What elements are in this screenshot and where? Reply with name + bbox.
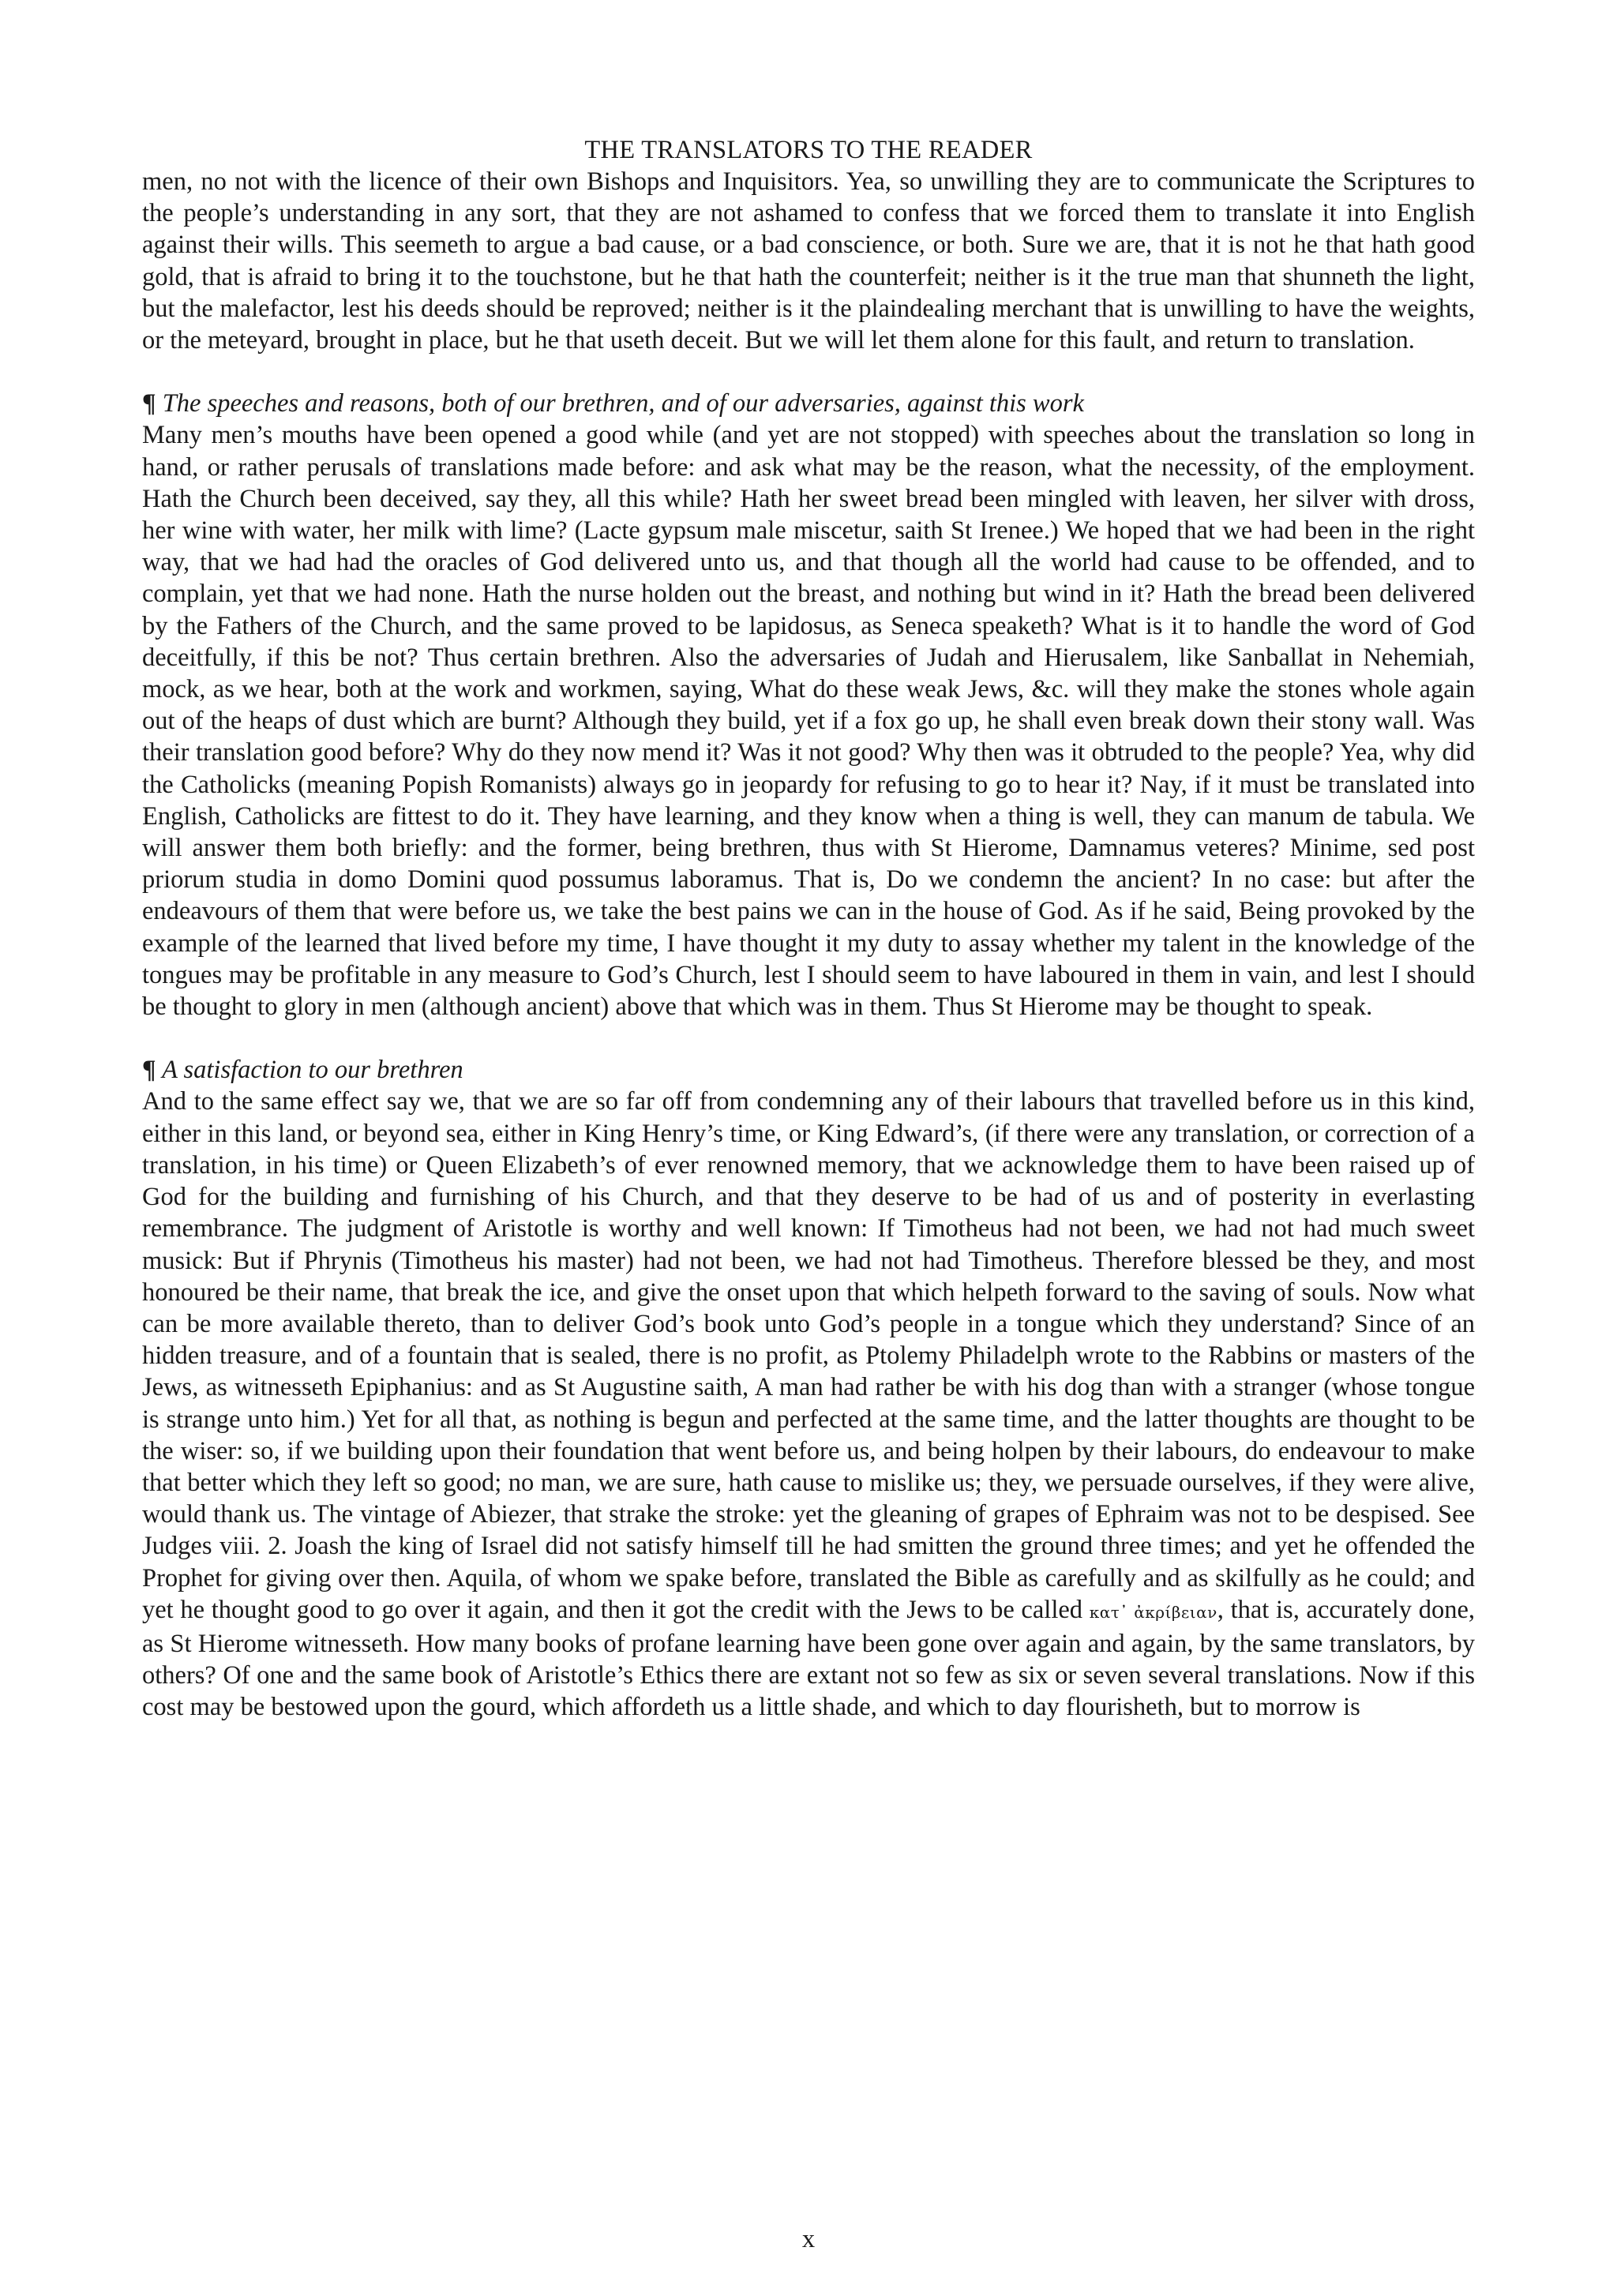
section-satisfaction-to-brethren: [142, 1054, 1475, 1723]
section-heading: [142, 388, 1475, 419]
pilcrow-mark: ¶: [142, 389, 156, 418]
section-paragraph: [142, 1086, 1475, 1723]
running-header: THE TRANSLATORS TO THE READER: [584, 136, 1033, 164]
section-speeches-and-reasons: [142, 388, 1475, 1022]
greek-phrase: κατ᾽ ἀκρίβειαν: [1089, 1602, 1217, 1622]
paragraph-text-after-greek: , that is, accurately done, as St Hierome witnesseth. How many books of profane learning have been gone over again and again, by the same translators, by others? Of one and the same book of Aristotle’s Ethics there are extant not so few as six or seven several translations. Now if this cost may be bestowed upon the gourd, which affordeth us a little shade, and which to day flourisheth, but to morrow is: [142, 1595, 1476, 1722]
section-heading: [142, 1054, 1475, 1086]
pilcrow-mark: ¶: [142, 1056, 156, 1085]
intro-paragraph: men, no not with the licence of their own Bishops and Inquisitors. Yea, so unwilling they are to communicate the Scriptures to the people’s understanding in any sort, that they are not ashamed to confess that we forced them to translate it into English against their wills. This seemeth to argue a bad cause, or a bad conscience, or both. Sure we are, that it is not he that hath good gold, that is afraid to bring it to the touchstone, but he that hath the counterfeit; neither is it the true man that shunneth the light, but the malefactor, lest his deeds should be reproved; neither is it the plaindealing merchant that is unwilling to have the weights, or the meteyard, brought in place, but he that useth deceit. But we will let them alone for this fault, and return to translation.: [142, 167, 1475, 355]
section-heading-text: The speeches and reasons, both of our brethren, and of our adversaries, against this work: [162, 389, 1084, 418]
page-number: x: [801, 2225, 816, 2253]
section-heading-text: A satisfaction to our brethren: [162, 1056, 463, 1085]
document-page: [142, 134, 1475, 1724]
paragraph-text-before-greek: And to the same effect say we, that we are so far off from condemning any of their labours that travelled before us in this kind, either in this land, or beyond sea, either in King Henry’s time, or King Edward’s, (if there were any translation, or correction of a translation, in his time) or Queen Elizabeth’s of ever renowned memory, that we acknowledge them to have been raised up of God for the building and furnishing of his Church, and that they deserve to be had of us and of posterity in everlasting remembrance. The judgment of Aristotle is worthy and well known: If Timotheus had not been, we had not had much sweet musick: But if Phrynis (Timotheus his master) had not been, we had not had Timotheus. Therefore blessed be they, and most honoured be their name, that break the ice, and give the onset upon that which helpeth forward to the saving of souls. Now what can be more available thereto, than to deliver God’s book unto God’s people in a tongue which they understand? Since of an hidden treasure, and of a fountain that is sealed, there is no profit, as Ptolemy Philadelph wrote to the Rabbins or masters of the Jews, as witnesseth Epiphanius: and as St Augustine saith, A man had rather be with his dog than with a stranger (whose tongue is strange unto him.) Yet for all that, as nothing is begun and perfected at the same time, and the latter thoughts are thought to be the wiser: so, if we building upon their foundation that went before us, and being holpen by their labours, do endeavour to make that better which they left so good; no man, we are sure, hath cause to mislike us; they, we persuade ourselves, if they were alive, would thank us. The vintage of Abiezer, that strake the stroke: yet the gleaning of grapes of Ephraim was not to be despised. See Judges viii. 2. Joash the king of Israel did not satisfy himself till he had smitten the ground three times; and yet he offended the Prophet for giving over then. Aquila, of whom we spake before, translated the Bible as carefully and as skilfully as he could; and yet he thought good to go over it again, and then it got the credit with the Jews to be called: [142, 1087, 1475, 1624]
section-paragraph: Many men’s mouths have been opened a good while (and yet are not stopped) with speeches about the translation so long in hand, or rather perusals of translations made before: and ask what may be the reason, what the necessity, of the employment. Hath the Church been deceived, say they, all this while? Hath her sweet bread been mingled with leaven, her silver with dross, her wine with water, her milk with lime? (Lacte gypsum male miscetur, saith St Irenee.) We hoped that we had been in the right way, that we had had the oracles of God delivered unto us, and that though all the world had cause to be offended, and to complain, yet that we had none. Hath the nurse holden out the breast, and nothing but wind in it? Hath the bread been delivered by the Fathers of the Church, and the same proved to be lapidosus, as Seneca speaketh? What is it to handle the word of God deceitfully, if this be not? Thus certain brethren. Also the adversaries of Judah and Hierusalem, like Sanballat in Nehemiah, mock, as we hear, both at the work and workmen, saying, What do these weak Jews, &c. will they make the stones whole again out of the heaps of dust which are burnt? Although they build, yet if a fox go up, he shall even break down their stony wall. Was their translation good before? Why do they now mend it? Was it not good? Why then was it obtruded to the people? Yea, why did the Catholicks (meaning Popish Romanists) always go in jeopardy for refusing to go to hear it? Nay, if it must be translated into English, Catholicks are fittest to do it. They have learning, and they know when a thing is well, they can manum de tabula. We will answer them both briefly: and the former, being brethren, thus with St Hierome, Damnamus veteres? Minime, sed post priorum studia in domo Domini quod possumus laboramus. That is, Do we condemn the ancient? In no case: but after the endeavours of them that were before us, we take the best pains we can in the house of God. As if he said, Being provoked by the example of the learned that lived before my time, I have thought it my duty to assay whether my talent in the knowledge of the tongues may be profitable in any measure to God’s Church, lest I should seem to have laboured in them in vain, and lest I should be thought to glory in men (although ancient) above that which was in them. Thus St Hierome may be thought to speak.: [142, 421, 1475, 1022]
